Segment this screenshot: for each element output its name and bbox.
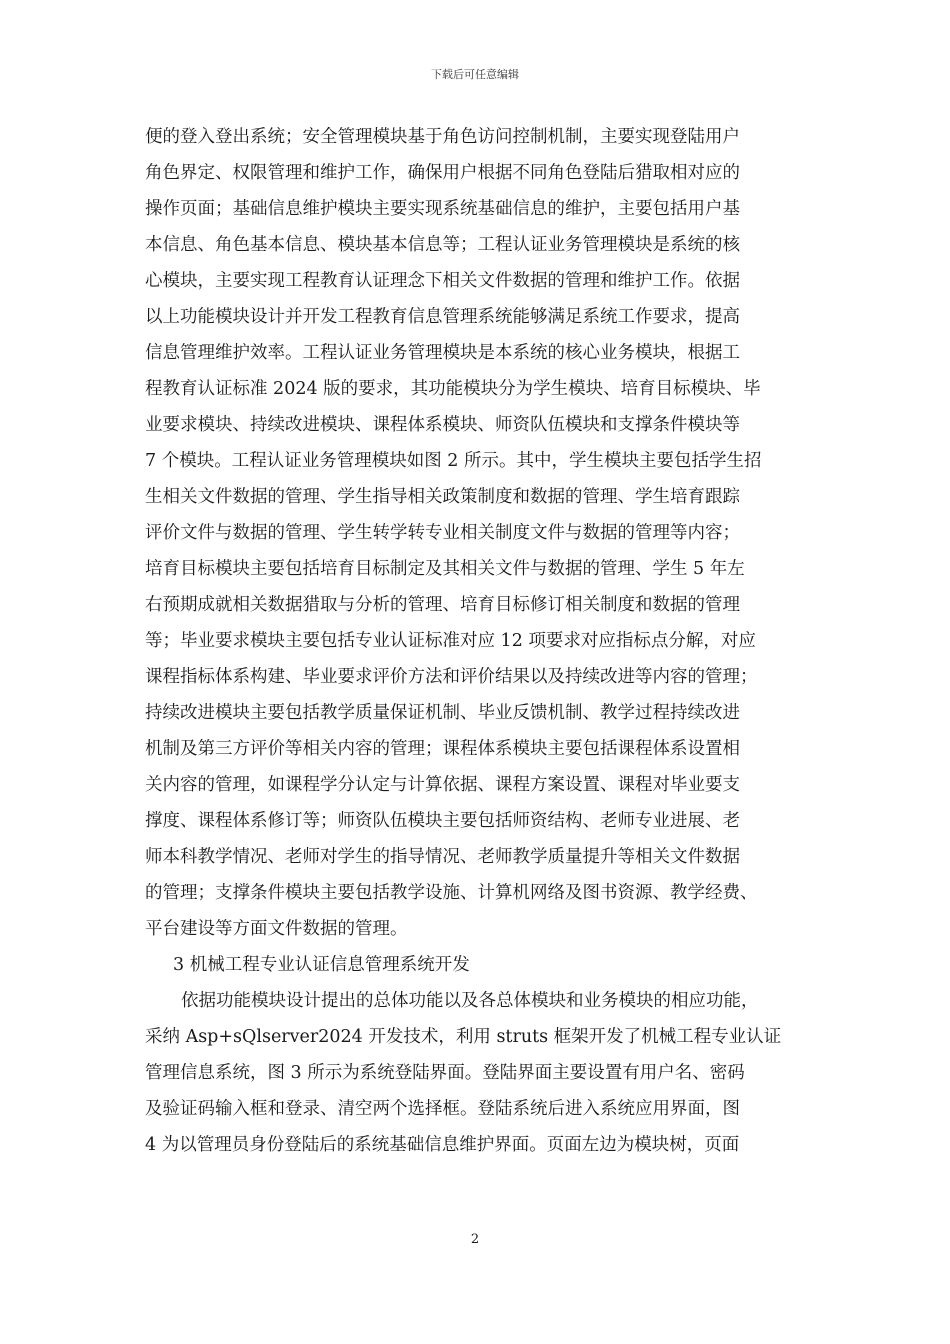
- text-line: 本信息、角色基本信息、模块基本信息等；工程认证业务管理模块是系统的核: [145, 235, 740, 255]
- text-line: 的管理；支撑条件模块主要包括教学设施、计算机网络及图书资源、教学经费、: [145, 883, 758, 903]
- text-line: 机制及第三方评价等相关内容的管理；课程体系模块主要包括课程体系设置相: [145, 739, 740, 759]
- text-line: 培育目标模块主要包括培育目标制定及其相关文件与数据的管理、学生 5 年左: [145, 559, 745, 579]
- text-line: 等；毕业要求模块主要包括专业认证标准对应 12 项要求对应指标点分解，对应: [145, 631, 756, 651]
- text-line: 信息管理维护效率。工程认证业务管理模块是本系统的核心业务模块，根据工: [145, 343, 740, 363]
- text-line: 生相关文件数据的管理、学生指导相关政策制度和数据的管理、学生培育跟踪: [145, 487, 740, 507]
- text-line: 角色界定、权限管理和维护工作，确保用户根据不同角色登陆后猎取相对应的: [145, 163, 740, 183]
- text-line: 管理信息系统，图 3 所示为系统登陆界面。登陆界面主要设置有用户名、密码: [145, 1063, 745, 1083]
- page-header: 下载后可任意编辑: [431, 68, 519, 81]
- text-line: 及验证码输入框和登录、清空两个选择框。登陆系统后进入系统应用界面，图: [145, 1099, 740, 1119]
- text-line: 关内容的管理，如课程学分认定与计算依据、课程方案设置、课程对毕业要支: [145, 775, 740, 795]
- page-number: 2: [470, 1232, 480, 1247]
- text-line: 7 个模块。工程认证业务管理模块如图 2 所示。其中，学生模块主要包括学生招: [145, 451, 762, 471]
- text-line: 程教育认证标准 2024 版的要求，其功能模块分为学生模块、培育目标模块、毕: [145, 379, 761, 399]
- text-line: 持续改进模块主要包括教学质量保证机制、毕业反馈机制、教学过程持续改进: [145, 703, 740, 723]
- text-line: 便的登入登出系统；安全管理模块基于角色访问控制机制，主要实现登陆用户: [145, 127, 740, 147]
- text-line: 课程指标体系构建、毕业要求评价方法和评价结果以及持续改进等内容的管理；: [145, 667, 758, 687]
- document-body: [145, 119, 813, 1163]
- text-line: 右预期成就相关数据猎取与分析的管理、培育目标修订相关制度和数据的管理: [145, 595, 740, 615]
- text-line: 评价文件与数据的管理、学生转学转专业相关制度文件与数据的管理等内容；: [145, 523, 740, 543]
- section-heading: 3 机械工程专业认证信息管理系统开发: [173, 955, 470, 975]
- text-line: 心模块，主要实现工程教育认证理念下相关文件数据的管理和维护工作。依据: [145, 271, 740, 291]
- paragraph-system-development: [145, 983, 813, 1163]
- paragraph-modules: [145, 119, 813, 947]
- text-line: 撑度、课程体系修订等；师资队伍模块主要包括师资结构、老师专业进展、老: [145, 811, 740, 831]
- text-line: 以上功能模块设计并开发工程教育信息管理系统能够满足系统工作要求，提高: [145, 307, 740, 327]
- text-line: 师本科教学情况、老师对学生的指导情况、老师教学质量提升等相关文件数据: [145, 847, 740, 867]
- text-line: 平台建设等方面文件数据的管理。: [145, 919, 408, 939]
- text-line: 采纳 Asp+sQlserver2024 开发技术，利用 struts 框架开发了机械工程专业认证: [145, 1027, 782, 1047]
- text-line: 操作页面；基础信息维护模块主要实现系统基础信息的维护，主要包括用户基: [145, 199, 740, 219]
- text-line: 依据功能模块设计提出的总体功能以及各总体模块和业务模块的相应功能，: [181, 991, 759, 1011]
- text-line: 业要求模块、持续改进模块、课程体系模块、师资队伍模块和支撑条件模块等: [145, 415, 740, 435]
- text-line: 4 为以管理员身份登陆后的系统基础信息维护界面。页面左边为模块树，页面: [145, 1135, 740, 1155]
